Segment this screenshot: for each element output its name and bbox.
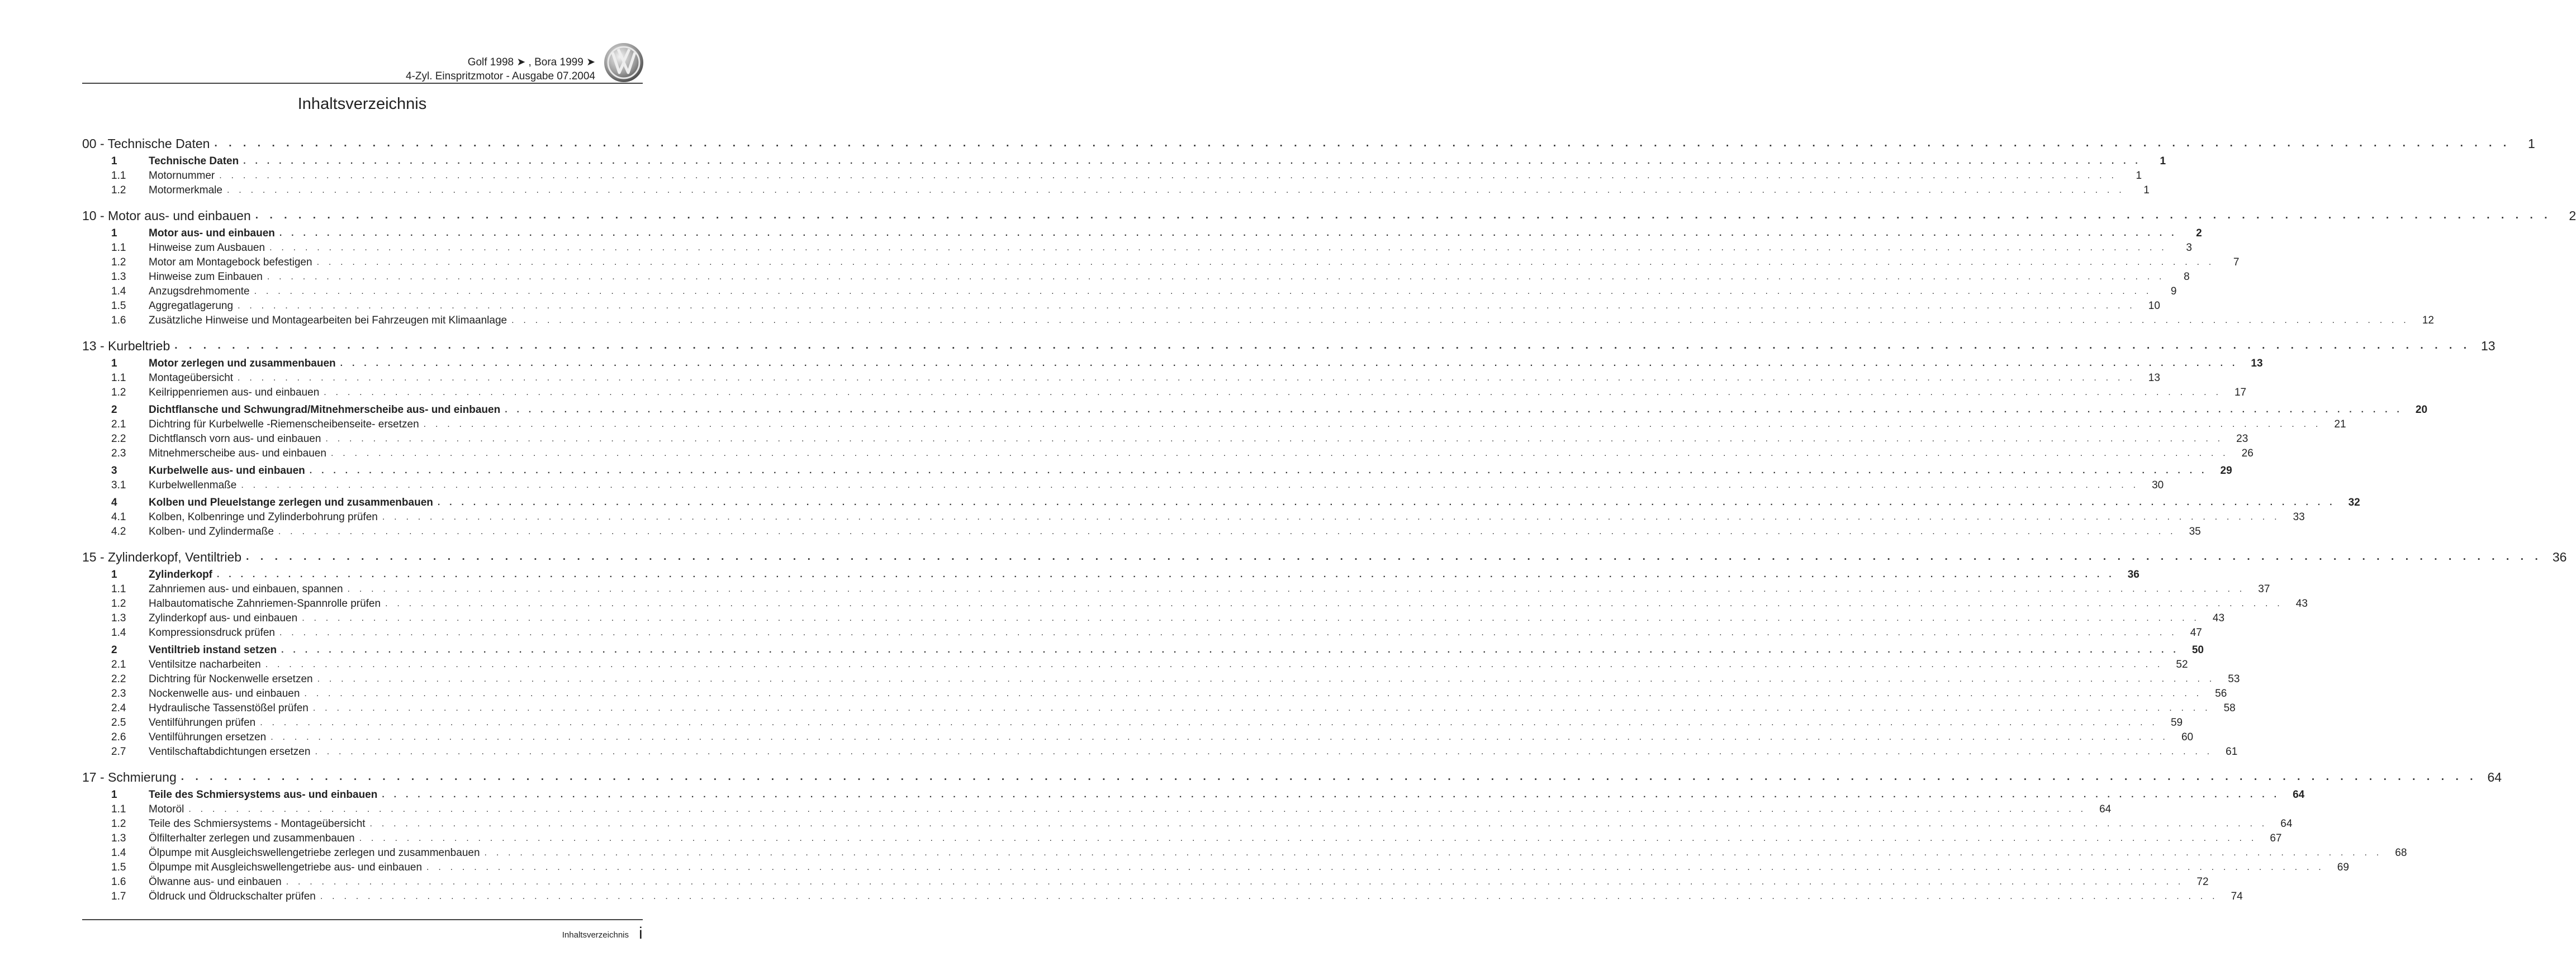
- entry-page-number: 20: [2415, 404, 2428, 416]
- dot-leader: . . . . . . . . . . . . . . . . . . . . . . . . . . . . . . . . . . . . . . . . . . . . . . . . . . . . . . . . . . . . . . . . . . . . . . . . . . . . . . . . . . . . . . . . . . . . . . . . . . . . . . . . . . . . . . . . . . . . . . . . . . . . . . . . . . . . . . . . . . . . . . . . . . . . . . . . . . . . . . . .: [369, 819, 2268, 829]
- vw-logo-icon: [604, 42, 644, 83]
- toc-entry[interactable]: [82, 716, 2183, 730]
- entry-page-number: 52: [2176, 659, 2188, 670]
- entry-page-number: 21: [2334, 418, 2346, 430]
- entry-page-number: 64: [2293, 789, 2305, 801]
- dot-leader: . . . . . . . . . . . . . . . . . . . . . . . . . . . . . . . . . . . . . . . . . . . . . . . . . . . . . . . . . . . . . . . . . . . . . . . . . . . . . . . . . . . . . . . . . . . . . . . . . . . . . . . . . . . . . . . . . . . . . . . . . . . . . . . . . . . . . . . . . . . . . . . . . . . . . . . . . . . . . . . .: [265, 660, 2164, 669]
- dot-leader: . . . . . . . . . . . . . . . . . . . . . . . . . . . . . . . . . . . . . . . . . . . . . . . . . . . . . . . . . . . . . . . . . . . . . . . . . . . . . . . . . . . . . . . . . . . . . . . . . . . . . . . . . . . . . . . . . . . . . . . . . . . . . . . . . . . . . . . . . . . . . . . . . . . . . . . . . . . . . . . .: [241, 481, 2139, 490]
- toc-entry[interactable]: [82, 672, 2240, 687]
- entry-page-number: 68: [2395, 847, 2407, 859]
- dot-leader: . . . . . . . . . . . . . . . . . . . . . . . . . . . . . . . . . . . . . . . . . . . . . . . . . . . . . . . . . . . . . . . . . . . . . . . . . . . . . . . . . . . . . . . . . . . . . . . . . . . . . . . . . . . . . . . . . . . . . . . . . . . . . . . . . . . . . . . . . . . . . . . . . . . . . . . . . . . . . . . .: [330, 449, 2229, 458]
- toc-entry[interactable]: [82, 255, 2240, 270]
- dot-leader: . . . . . . . . . . . . . . . . . . . . . . . . . . . . . . . . . . . . . . . . . . . . . . . . . . . . . . . . . . . . . . . . . . . . . . . . . . . . . . . . . . . . . . . . . . . . . . . . . . . . . . . . . . . . . . . . . . . . . . . . . . . . . . . . . . . . . . . . . . . . . . . . . . . . . . . . . . . . . . . .: [385, 599, 2283, 608]
- dot-leader: . . . . . . . . . . . . . . . . . . . . . . . . . . . . . . . . . . . . . . . . . . . . . . . . . . . . . . . . . . . . . . . . . . . . . . . . . . . . . . . . . . . . . . . . . . . . . . . . . . . . . . . . . . . . . . . . . . . . . . . . . . . . . . . . . . . . . . . . . . . . . . . . . . . . . . . . . . . . . . . .: [181, 771, 2478, 783]
- entry-title: Kurbelwellenmaße: [149, 479, 237, 491]
- entry-title: Ölpumpe mit Ausgleichswellengetriebe aus- und einbauen: [149, 862, 423, 873]
- entry-number: 1.3: [111, 271, 126, 283]
- section-title: 13 - Kurbeltrieb: [82, 338, 170, 353]
- section-page-number: 13: [2481, 338, 2496, 353]
- dot-leader: . . . . . . . . . . . . . . . . . . . . . . . . . . . . . . . . . . . . . . . . . . . . . . . . . . . . . . . . . . . . . . . . . . . . . . . . . . . . . . . . . . . . . . . . . . . . . . . . . . . . . . . . . . . . . . . . . . . . . . . . . . . . . . . . . . . . . . . . . . . . . . . . . . . . . . . . . . . . . . . .: [325, 434, 2224, 444]
- dot-leader: . . . . . . . . . . . . . . . . . . . . . . . . . . . . . . . . . . . . . . . . . . . . . . . . . . . . . . . . . . . . . . . . . . . . . . . . . . . . . . . . . . . . . . . . . . . . . . . . . . . . . . . . . . . . . . . . . . . . . . . . . . . . . . . . . . . . . . . . . . . . . . . . . . . . . . . . . . . . . . . .: [226, 185, 2125, 195]
- entry-title: Ölpumpe mit Ausgleichswellengetriebe zerlegen und zusammenbauen: [149, 847, 480, 859]
- dot-leader: . . . . . . . . . . . . . . . . . . . . . . . . . . . . . . . . . . . . . . . . . . . . . . . . . . . . . . . . . . . . . . . . . . . . . . . . . . . . . . . . . . . . . . . . . . . . . . . . . . . . . . . . . . . . . . . . . . . . . . . . . . . . . . . . . . . . . . . . . . . . . . . . . . . . . . . . . . . . . . . .: [309, 466, 2208, 475]
- entry-number: 1.3: [111, 832, 126, 844]
- toc-entry[interactable]: [82, 860, 2349, 875]
- table-of-contents: [82, 135, 2576, 904]
- entry-title: Halbautomatische Zahnriemen-Spannrolle prüfen: [149, 598, 381, 610]
- section-page-number: 1: [2528, 136, 2535, 151]
- entry-number: 1.2: [111, 256, 126, 268]
- entry-page-number: 37: [2258, 583, 2270, 595]
- toc-entry[interactable]: [82, 226, 2202, 241]
- toc-entry[interactable]: [82, 658, 2188, 672]
- dot-leader: . . . . . . . . . . . . . . . . . . . . . . . . . . . . . . . . . . . . . . . . . . . . . . . . . . . . . . . . . . . . . . . . . . . . . . . . . . . . . . . . . . . . . . . . . . . . . . . . . . . . . . . . . . . . . . . . . . . . . . . . . . . . . . . . . . . . . . . . . . . . . . . . . . . . . . . . . . . . . . . .: [174, 340, 2471, 351]
- dot-leader: . . . . . . . . . . . . . . . . . . . . . . . . . . . . . . . . . . . . . . . . . . . . . . . . . . . . . . . . . . . . . . . . . . . . . . . . . . . . . . . . . . . . . . . . . . . . . . . . . . . . . . . . . . . . . . . . . . . . . . . . . . . . . . . . . . . . . . . . . . . . . . . . . . . . . . . . . . . . . . . .: [347, 584, 2246, 594]
- dot-leader: . . . . . . . . . . . . . . . . . . . . . . . . . . . . . . . . . . . . . . . . . . . . . . . . . . . . . . . . . . . . . . . . . . . . . . . . . . . . . . . . . . . . . . . . . . . . . . . . . . . . . . . . . . . . . . . . . . . . . . . . . . . . . . . . . . . . . . . . . . . . . . . . . . . . . . . . . . . . . . . .: [317, 674, 2216, 684]
- entry-number: 1: [111, 569, 117, 581]
- entry-number: 1: [111, 227, 117, 239]
- entry-title: Keilrippenriemen aus- und einbauen: [149, 387, 320, 398]
- toc-entry[interactable]: [82, 386, 2247, 400]
- entry-number: 4: [111, 497, 117, 508]
- toc-entry[interactable]: [82, 432, 2248, 446]
- entry-title: Ventiltrieb instand setzen: [149, 644, 277, 656]
- entry-page-number: 10: [2148, 300, 2160, 312]
- entry-number: 2.7: [111, 746, 126, 758]
- dot-leader: . . . . . . . . . . . . . . . . . . . . . . . . . . . . . . . . . . . . . . . . . . . . . . . . . . . . . . . . . . . . . . . . . . . . . . . . . . . . . . . . . . . . . . . . . . . . . . . . . . . . . . . . . . . . . . . . . . . . . . . . . . . . . . . . . . . . . . . . . . . . . . . . . . . . . . . . . . . . . . . .: [269, 243, 2167, 253]
- entry-number: 2.6: [111, 731, 126, 743]
- toc-entry[interactable]: [82, 417, 2346, 432]
- dot-leader: . . . . . . . . . . . . . . . . . . . . . . . . . . . . . . . . . . . . . . . . . . . . . . . . . . . . . . . . . . . . . . . . . . . . . . . . . . . . . . . . . . . . . . . . . . . . . . . . . . . . . . . . . . . . . . . . . . . . . . . . . . . . . . . . . . . . . . . . . . . . . . . . . . . . . . . . . . . . . . . .: [316, 258, 2215, 267]
- entry-number: 1.1: [111, 372, 126, 384]
- toc-entry[interactable]: [82, 745, 2238, 759]
- toc-entry[interactable]: [82, 356, 2263, 371]
- section-title: 15 - Zylinderkopf, Ventiltrieb: [82, 549, 242, 564]
- entry-number: 1: [111, 155, 117, 167]
- entry-page-number: 67: [2270, 832, 2282, 844]
- entry-number: 1.6: [111, 315, 126, 326]
- entry-number: 1.4: [111, 286, 126, 297]
- dot-leader: . . . . . . . . . . . . . . . . . . . . . . . . . . . . . . . . . . . . . . . . . . . . . . . . . . . . . . . . . . . . . . . . . . . . . . . . . . . . . . . . . . . . . . . . . . . . . . . . . . . . . . . . . . . . . . . . . . . . . . . . . . . . . . . . . . . . . . . . . . . . . . . . . . . . . . . . . . . . . . . .: [271, 732, 2169, 742]
- entry-number: 1.4: [111, 627, 126, 639]
- dot-leader: . . . . . . . . . . . . . . . . . . . . . . . . . . . . . . . . . . . . . . . . . . . . . . . . . . . . . . . . . . . . . . . . . . . . . . . . . . . . . . . . . . . . . . . . . . . . . . . . . . . . . . . . . . . . . . . . . . . . . . . . . . . . . . . . . . . . . . . . . . . . . . . . . . . . . . . . . . . . . . . .: [214, 137, 2511, 149]
- dot-leader: . . . . . . . . . . . . . . . . . . . . . . . . . . . . . . . . . . . . . . . . . . . . . . . . . . . . . . . . . . . . . . . . . . . . . . . . . . . . . . . . . . . . . . . . . . . . . . . . . . . . . . . . . . . . . . . . . . . . . . . . . . . . . . . . . . . . . . . . . . . . . . . . . . . . . . . . . . . . . . . .: [238, 373, 2136, 383]
- entry-page-number: 29: [2220, 465, 2232, 477]
- entry-title: Motor am Montagebock befestigen: [149, 256, 312, 268]
- toc-entry[interactable]: [82, 889, 2243, 904]
- entry-title: Kolben, Kolbenringe und Zylinderbohrung prüfen: [149, 511, 378, 523]
- entry-number: 2.5: [111, 717, 126, 729]
- dot-leader: . . . . . . . . . . . . . . . . . . . . . . . . . . . . . . . . . . . . . . . . . . . . . . . . . . . . . . . . . . . . . . . . . . . . . . . . . . . . . . . . . . . . . . . . . . . . . . . . . . . . . . . . . . . . . . . . . . . . . . . . . . . . . . . . . . . . . . . . . . . . . . . . . . . . . . . . . . . . . . . .: [437, 498, 2336, 507]
- toc-section-heading[interactable]: [82, 768, 2502, 786]
- section-title: 00 - Technische Daten: [82, 136, 210, 151]
- toc-entry[interactable]: [82, 403, 2428, 417]
- dot-leader: . . . . . . . . . . . . . . . . . . . . . . . . . . . . . . . . . . . . . . . . . . . . . . . . . . . . . . . . . . . . . . . . . . . . . . . . . . . . . . . . . . . . . . . . . . . . . . . . . . . . . . . . . . . . . . . . . . . . . . . . . . . . . . . . . . . . . . . . . . . . . . . . . . . . . . . . . . . . . . . .: [511, 316, 2409, 325]
- toc-entry[interactable]: [82, 643, 2204, 658]
- entry-page-number: 2: [2196, 227, 2202, 239]
- toc-entry[interactable]: [82, 371, 2160, 386]
- entry-title: Motornummer: [149, 170, 215, 182]
- dot-leader: . . . . . . . . . . . . . . . . . . . . . . . . . . . . . . . . . . . . . . . . . . . . . . . . . . . . . . . . . . . . . . . . . . . . . . . . . . . . . . . . . . . . . . . . . . . . . . . . . . . . . . . . . . . . . . . . . . . . . . . . . . . . . . . . . . . . . . . . . . . . . . . . . . . . . . . . . . . . . . . .: [312, 703, 2211, 713]
- entry-title: Kolben- und Zylindermaße: [149, 526, 274, 537]
- dot-leader: . . . . . . . . . . . . . . . . . . . . . . . . . . . . . . . . . . . . . . . . . . . . . . . . . . . . . . . . . . . . . . . . . . . . . . . . . . . . . . . . . . . . . . . . . . . . . . . . . . . . . . . . . . . . . . . . . . . . . . . . . . . . . . . . . . . . . . . . . . . . . . . . . . . . . . . . . . . . . . . .: [382, 790, 2280, 800]
- entry-page-number: 7: [2233, 256, 2240, 268]
- entry-page-number: 3: [2186, 242, 2192, 254]
- entry-title: Ventilsitze nacharbeiten: [149, 659, 261, 670]
- entry-page-number: 50: [2191, 644, 2204, 656]
- entry-number: 1.7: [111, 891, 126, 902]
- toc-section-heading[interactable]: [82, 548, 2567, 566]
- entry-number: 1.5: [111, 862, 126, 873]
- entry-page-number: 43: [2295, 598, 2308, 610]
- entry-page-number: 1: [2136, 170, 2142, 182]
- toc-entry[interactable]: [82, 788, 2305, 802]
- entry-title: Zusätzliche Hinweise und Montagearbeiten bei Fahrzeugen mit Klimaanlage: [149, 315, 507, 326]
- entry-page-number: 12: [2422, 315, 2434, 326]
- toc-entry[interactable]: [82, 510, 2305, 525]
- footer-page-number: i: [639, 924, 643, 943]
- entry-page-number: 43: [2212, 612, 2225, 624]
- entry-page-number: 32: [2348, 497, 2360, 508]
- entry-number: 1.1: [111, 803, 126, 815]
- dot-leader: . . . . . . . . . . . . . . . . . . . . . . . . . . . . . . . . . . . . . . . . . . . . . . . . . . . . . . . . . . . . . . . . . . . . . . . . . . . . . . . . . . . . . . . . . . . . . . . . . . . . . . . . . . . . . . . . . . . . . . . . . . . . . . . . . . . . . . . . . . . . . . . . . . . . . . . . . . . . . . . .: [279, 229, 2177, 238]
- entry-page-number: 61: [2226, 746, 2238, 758]
- entry-page-number: 53: [2228, 673, 2240, 685]
- entry-number: 2.1: [111, 659, 126, 670]
- toc-entry[interactable]: [82, 582, 2270, 597]
- entry-number: 2.2: [111, 433, 126, 445]
- toc-entry[interactable]: [82, 270, 2190, 284]
- toc-entry[interactable]: [82, 875, 2209, 889]
- toc-entry[interactable]: [82, 478, 2164, 493]
- toc-entry[interactable]: [82, 154, 2166, 169]
- dot-leader: . . . . . . . . . . . . . . . . . . . . . . . . . . . . . . . . . . . . . . . . . . . . . . . . . . . . . . . . . . . . . . . . . . . . . . . . . . . . . . . . . . . . . . . . . . . . . . . . . . . . . . . . . . . . . . . . . . . . . . . . . . . . . . . . . . . . . . . . . . . . . . . . . . . . . . . . . . . . . . . .: [254, 287, 2152, 296]
- toc-entry[interactable]: [82, 446, 2254, 461]
- toc-entry[interactable]: [82, 183, 2150, 198]
- entry-title: Montageübersicht: [149, 372, 234, 384]
- dot-leader: . . . . . . . . . . . . . . . . . . . . . . . . . . . . . . . . . . . . . . . . . . . . . . . . . . . . . . . . . . . . . . . . . . . . . . . . . . . . . . . . . . . . . . . . . . . . . . . . . . . . . . . . . . . . . . . . . . . . . . . . . . . . . . . . . . . . . . . . . . . . . . . . . . . . . . . . . . . . . . . .: [382, 512, 2280, 522]
- entry-number: 2.4: [111, 702, 126, 714]
- entry-title: Dichtflansche und Schwungrad/Mitnehmerscheibe aus- und einbauen: [149, 404, 501, 416]
- entry-page-number: 56: [2215, 688, 2227, 700]
- entry-page-number: 64: [2099, 803, 2112, 815]
- toc-entry[interactable]: [82, 313, 2434, 328]
- entry-title: Zylinderkopf: [149, 569, 213, 581]
- entry-number: 4.1: [111, 511, 126, 523]
- entry-page-number: 59: [2170, 717, 2183, 729]
- dot-leader: . . . . . . . . . . . . . . . . . . . . . . . . . . . . . . . . . . . . . . . . . . . . . . . . . . . . . . . . . . . . . . . . . . . . . . . . . . . . . . . . . . . . . . . . . . . . . . . . . . . . . . . . . . . . . . . . . . . . . . . . . . . . . . . . . . . . . . . . . . . . . . . . . . . . . . . . . . . . . . . .: [260, 718, 2158, 727]
- entry-page-number: 64: [2280, 818, 2293, 830]
- entry-title: Zylinderkopf aus- und einbauen: [149, 612, 298, 624]
- entry-page-number: 23: [2236, 433, 2248, 445]
- entry-title: Anzugsdrehmomente: [149, 286, 250, 297]
- entry-title: Teile des Schmiersystems - Montageübersicht: [149, 818, 366, 830]
- entry-page-number: 9: [2170, 286, 2177, 297]
- toc-entry[interactable]: [82, 626, 2202, 640]
- entry-number: 1.1: [111, 242, 126, 254]
- toc-entry[interactable]: [82, 831, 2282, 846]
- entry-title: Ölwanne aus- und einbauen: [149, 876, 282, 888]
- section-page-number: 2: [2569, 208, 2576, 223]
- entry-number: 2: [111, 404, 117, 416]
- entry-number: 1.4: [111, 847, 126, 859]
- entry-title: Ölfilterhalter zerlegen und zusammenbauen: [149, 832, 355, 844]
- entry-title: Dichtring für Kurbelwelle -Riemenscheibenseite- ersetzen: [149, 418, 419, 430]
- entry-title: Motor zerlegen und zusammenbauen: [149, 358, 336, 369]
- entry-title: Dichtflansch vorn aus- und einbauen: [149, 433, 321, 445]
- entry-number: 1.2: [111, 818, 126, 830]
- section-title: 17 - Schmierung: [82, 769, 177, 784]
- page-title: Inhaltsverzeichnis: [297, 95, 427, 113]
- entry-title: Hinweise zum Ausbauen: [149, 242, 265, 254]
- dot-leader: . . . . . . . . . . . . . . . . . . . . . . . . . . . . . . . . . . . . . . . . . . . . . . . . . . . . . . . . . . . . . . . . . . . . . . . . . . . . . . . . . . . . . . . . . . . . . . . . . . . . . . . . . . . . . . . . . . . . . . . . . . . . . . . . . . . . . . . . . . . . . . . . . . . . . . . . . . . . . . . .: [484, 848, 2383, 858]
- entry-page-number: 30: [2152, 479, 2164, 491]
- toc-entry[interactable]: [82, 687, 2227, 701]
- entry-number: 1: [111, 789, 117, 801]
- footer-label: Inhaltsverzeichnis: [562, 930, 629, 940]
- dot-leader: . . . . . . . . . . . . . . . . . . . . . . . . . . . . . . . . . . . . . . . . . . . . . . . . . . . . . . . . . . . . . . . . . . . . . . . . . . . . . . . . . . . . . . . . . . . . . . . . . . . . . . . . . . . . . . . . . . . . . . . . . . . . . . . . . . . . . . . . . . . . . . . . . . . . . . . . . . . . . . . .: [286, 877, 2184, 887]
- dot-leader: . . . . . . . . . . . . . . . . . . . . . . . . . . . . . . . . . . . . . . . . . . . . . . . . . . . . . . . . . . . . . . . . . . . . . . . . . . . . . . . . . . . . . . . . . . . . . . . . . . . . . . . . . . . . . . . . . . . . . . . . . . . . . . . . . . . . . . . . . . . . . . . . . . . . . . . . . . . . . . . .: [246, 551, 2542, 563]
- dot-leader: . . . . . . . . . . . . . . . . . . . . . . . . . . . . . . . . . . . . . . . . . . . . . . . . . . . . . . . . . . . . . . . . . . . . . . . . . . . . . . . . . . . . . . . . . . . . . . . . . . . . . . . . . . . . . . . . . . . . . . . . . . . . . . . . . . . . . . . . . . . . . . . . . . . . . . . . . . . . . . . .: [423, 420, 2322, 429]
- entry-number: 1.2: [111, 184, 126, 196]
- entry-number: 2.2: [111, 673, 126, 685]
- toc-section-heading[interactable]: [82, 207, 2576, 225]
- dot-leader: . . . . . . . . . . . . . . . . . . . . . . . . . . . . . . . . . . . . . . . . . . . . . . . . . . . . . . . . . . . . . . . . . . . . . . . . . . . . . . . . . . . . . . . . . . . . . . . . . . . . . . . . . . . . . . . . . . . . . . . . . . . . . . . . . . . . . . . . . . . . . . . . . . . . . . . . . . . . . . . .: [320, 892, 2218, 901]
- entry-title: Ventilführungen prüfen: [149, 717, 256, 729]
- dot-leader: . . . . . . . . . . . . . . . . . . . . . . . . . . . . . . . . . . . . . . . . . . . . . . . . . . . . . . . . . . . . . . . . . . . . . . . . . . . . . . . . . . . . . . . . . . . . . . . . . . . . . . . . . . . . . . . . . . . . . . . . . . . . . . . . . . . . . . . . . . . . . . . . . . . . . . . . . . . . . . . .: [279, 628, 2177, 638]
- toc-entry[interactable]: [82, 846, 2407, 860]
- entry-page-number: 17: [2234, 387, 2247, 398]
- entry-page-number: 33: [2293, 511, 2305, 523]
- entry-title: Motormerkmale: [149, 184, 222, 196]
- toc-entry[interactable]: [82, 701, 2236, 716]
- toc-section-heading[interactable]: [82, 337, 2496, 355]
- entry-page-number: 13: [2251, 358, 2263, 369]
- header-model-line: Golf 1998 ➤ , Bora 1999 ➤: [467, 56, 595, 68]
- entry-title: Ventilführungen ersetzen: [149, 731, 267, 743]
- entry-number: 4.2: [111, 526, 126, 537]
- toc-entry[interactable]: [82, 817, 2293, 831]
- section-page-number: 36: [2552, 549, 2567, 564]
- section-title: 10 - Motor aus- und einbauen: [82, 208, 251, 223]
- entry-number: 1.6: [111, 876, 126, 888]
- entry-page-number: 69: [2337, 862, 2349, 873]
- entry-title: Kompressionsdruck prüfen: [149, 627, 275, 639]
- entry-title: Motoröl: [149, 803, 184, 815]
- entry-number: 1.2: [111, 387, 126, 398]
- entry-title: Kurbelwelle aus- und einbauen: [149, 465, 305, 477]
- entry-title: Ventilschaftabdichtungen ersetzen: [149, 746, 311, 758]
- entry-number: 3: [111, 465, 117, 477]
- footer-divider: [82, 919, 643, 920]
- entry-number: 1.5: [111, 300, 126, 312]
- entry-title: Kolben und Pleuelstange zerlegen und zusammenbauen: [149, 497, 433, 508]
- entry-page-number: 1: [2160, 155, 2166, 167]
- entry-page-number: 8: [2184, 271, 2190, 283]
- entry-title: Motor aus- und einbauen: [149, 227, 275, 239]
- entry-title: Mitnehmerscheibe aus- und einbauen: [149, 448, 326, 459]
- dot-leader: . . . . . . . . . . . . . . . . . . . . . . . . . . . . . . . . . . . . . . . . . . . . . . . . . . . . . . . . . . . . . . . . . . . . . . . . . . . . . . . . . . . . . . . . . . . . . . . . . . . . . . . . . . . . . . . . . . . . . . . . . . . . . . . . . . . . . . . . . . . . . . . . . . . . . . . . . . . . . . . .: [302, 613, 2200, 623]
- dot-leader: . . . . . . . . . . . . . . . . . . . . . . . . . . . . . . . . . . . . . . . . . . . . . . . . . . . . . . . . . . . . . . . . . . . . . . . . . . . . . . . . . . . . . . . . . . . . . . . . . . . . . . . . . . . . . . . . . . . . . . . . . . . . . . . . . . . . . . . . . . . . . . . . . . . . . . . . . . . . . . . .: [267, 272, 2165, 282]
- entry-title: Aggregatlagerung: [149, 300, 234, 312]
- toc-entry[interactable]: [82, 802, 2112, 817]
- entry-page-number: 35: [2189, 526, 2201, 537]
- section-page-number: 64: [2487, 769, 2502, 784]
- entry-title: Hinweise zum Einbauen: [149, 271, 263, 283]
- toc-entry[interactable]: [82, 730, 2194, 745]
- entry-title: Technische Daten: [149, 155, 239, 167]
- entry-title: Zahnriemen aus- und einbauen, spannen: [149, 583, 343, 595]
- toc-entry[interactable]: [82, 464, 2232, 478]
- toc-entry[interactable]: [82, 597, 2308, 611]
- toc-entry[interactable]: [82, 241, 2192, 255]
- toc-entry[interactable]: [82, 299, 2160, 313]
- dot-leader: . . . . . . . . . . . . . . . . . . . . . . . . . . . . . . . . . . . . . . . . . . . . . . . . . . . . . . . . . . . . . . . . . . . . . . . . . . . . . . . . . . . . . . . . . . . . . . . . . . . . . . . . . . . . . . . . . . . . . . . . . . . . . . . . . . . . . . . . . . . . . . . . . . . . . . . . . . . . . . . .: [304, 689, 2203, 698]
- entry-number: 1.2: [111, 598, 126, 610]
- dot-leader: . . . . . . . . . . . . . . . . . . . . . . . . . . . . . . . . . . . . . . . . . . . . . . . . . . . . . . . . . . . . . . . . . . . . . . . . . . . . . . . . . . . . . . . . . . . . . . . . . . . . . . . . . . . . . . . . . . . . . . . . . . . . . . . . . . . . . . . . . . . . . . . . . . . . . . . . . . . . . . . .: [188, 805, 2087, 814]
- entry-title: Dichtring für Nockenwelle ersetzen: [149, 673, 313, 685]
- entry-number: 2.1: [111, 418, 126, 430]
- entry-title: Öldruck und Öldruckschalter prüfen: [149, 891, 316, 902]
- toc-entry[interactable]: [82, 525, 2201, 539]
- dot-leader: . . . . . . . . . . . . . . . . . . . . . . . . . . . . . . . . . . . . . . . . . . . . . . . . . . . . . . . . . . . . . . . . . . . . . . . . . . . . . . . . . . . . . . . . . . . . . . . . . . . . . . . . . . . . . . . . . . . . . . . . . . . . . . . . . . . . . . . . . . . . . . . . . . . . . . . . . . . . . . . .: [219, 171, 2118, 180]
- toc-entry[interactable]: [82, 611, 2225, 626]
- entry-page-number: 1: [2143, 184, 2150, 196]
- dot-leader: . . . . . . . . . . . . . . . . . . . . . . . . . . . . . . . . . . . . . . . . . . . . . . . . . . . . . . . . . . . . . . . . . . . . . . . . . . . . . . . . . . . . . . . . . . . . . . . . . . . . . . . . . . . . . . . . . . . . . . . . . . . . . . . . . . . . . . . . . . . . . . . . . . . . . . . . . . . . . . . .: [217, 570, 2115, 579]
- entry-title: Nockenwelle aus- und einbauen: [149, 688, 300, 700]
- entry-number: 1: [111, 358, 117, 369]
- dot-leader: . . . . . . . . . . . . . . . . . . . . . . . . . . . . . . . . . . . . . . . . . . . . . . . . . . . . . . . . . . . . . . . . . . . . . . . . . . . . . . . . . . . . . . . . . . . . . . . . . . . . . . . . . . . . . . . . . . . . . . . . . . . . . . . . . . . . . . . . . . . . . . . . . . . . . . . . . . . . . . . .: [255, 210, 2552, 221]
- dot-leader: . . . . . . . . . . . . . . . . . . . . . . . . . . . . . . . . . . . . . . . . . . . . . . . . . . . . . . . . . . . . . . . . . . . . . . . . . . . . . . . . . . . . . . . . . . . . . . . . . . . . . . . . . . . . . . . . . . . . . . . . . . . . . . . . . . . . . . . . . . . . . . . . . . . . . . . . . . . . . . . .: [278, 527, 2176, 536]
- entry-number: 1.1: [111, 583, 126, 595]
- entry-page-number: 13: [2148, 372, 2160, 384]
- dot-leader: . . . . . . . . . . . . . . . . . . . . . . . . . . . . . . . . . . . . . . . . . . . . . . . . . . . . . . . . . . . . . . . . . . . . . . . . . . . . . . . . . . . . . . . . . . . . . . . . . . . . . . . . . . . . . . . . . . . . . . . . . . . . . . . . . . . . . . . . . . . . . . . . . . . . . . . . . . . . . . . .: [426, 863, 2324, 872]
- dot-leader: . . . . . . . . . . . . . . . . . . . . . . . . . . . . . . . . . . . . . . . . . . . . . . . . . . . . . . . . . . . . . . . . . . . . . . . . . . . . . . . . . . . . . . . . . . . . . . . . . . . . . . . . . . . . . . . . . . . . . . . . . . . . . . . . . . . . . . . . . . . . . . . . . . . . . . . . . . . . . . . .: [324, 388, 2222, 397]
- header-divider: [82, 83, 643, 84]
- entry-number: 3.1: [111, 479, 126, 491]
- entry-page-number: 58: [2223, 702, 2236, 714]
- entry-number: 2.3: [111, 448, 126, 459]
- entry-title: Teile des Schmiersystems aus- und einbauen: [149, 789, 378, 801]
- dot-leader: . . . . . . . . . . . . . . . . . . . . . . . . . . . . . . . . . . . . . . . . . . . . . . . . . . . . . . . . . . . . . . . . . . . . . . . . . . . . . . . . . . . . . . . . . . . . . . . . . . . . . . . . . . . . . . . . . . . . . . . . . . . . . . . . . . . . . . . . . . . . . . . . . . . . . . . . . . . . . . . .: [359, 834, 2257, 843]
- entry-page-number: 26: [2241, 448, 2254, 459]
- entry-page-number: 47: [2190, 627, 2202, 639]
- entry-page-number: 72: [2197, 876, 2209, 888]
- dot-leader: . . . . . . . . . . . . . . . . . . . . . . . . . . . . . . . . . . . . . . . . . . . . . . . . . . . . . . . . . . . . . . . . . . . . . . . . . . . . . . . . . . . . . . . . . . . . . . . . . . . . . . . . . . . . . . . . . . . . . . . . . . . . . . . . . . . . . . . . . . . . . . . . . . . . . . . . . . . . . . . .: [281, 645, 2179, 655]
- entry-title: Hydraulische Tassenstößel prüfen: [149, 702, 309, 714]
- toc-entry[interactable]: [82, 284, 2177, 299]
- toc-entry[interactable]: [82, 496, 2360, 510]
- dot-leader: . . . . . . . . . . . . . . . . . . . . . . . . . . . . . . . . . . . . . . . . . . . . . . . . . . . . . . . . . . . . . . . . . . . . . . . . . . . . . . . . . . . . . . . . . . . . . . . . . . . . . . . . . . . . . . . . . . . . . . . . . . . . . . . . . . . . . . . . . . . . . . . . . . . . . . . . . . . . . . . .: [340, 359, 2238, 368]
- entry-page-number: 60: [2181, 731, 2194, 743]
- entry-number: 1.1: [111, 170, 126, 182]
- dot-leader: . . . . . . . . . . . . . . . . . . . . . . . . . . . . . . . . . . . . . . . . . . . . . . . . . . . . . . . . . . . . . . . . . . . . . . . . . . . . . . . . . . . . . . . . . . . . . . . . . . . . . . . . . . . . . . . . . . . . . . . . . . . . . . . . . . . . . . . . . . . . . . . . . . . . . . . . . . . . . . . .: [315, 747, 2213, 757]
- entry-number: 2.3: [111, 688, 126, 700]
- toc-entry[interactable]: [82, 568, 2139, 582]
- entry-number: 2: [111, 644, 117, 656]
- entry-page-number: 36: [2127, 569, 2139, 581]
- header-edition-line: 4-Zyl. Einspritzmotor - Ausgabe 07.2004: [405, 70, 595, 82]
- toc-section-heading[interactable]: [82, 135, 2535, 153]
- dot-leader: . . . . . . . . . . . . . . . . . . . . . . . . . . . . . . . . . . . . . . . . . . . . . . . . . . . . . . . . . . . . . . . . . . . . . . . . . . . . . . . . . . . . . . . . . . . . . . . . . . . . . . . . . . . . . . . . . . . . . . . . . . . . . . . . . . . . . . . . . . . . . . . . . . . . . . . . . . . . . . . .: [243, 156, 2142, 166]
- toc-entry[interactable]: [82, 169, 2142, 183]
- dot-leader: . . . . . . . . . . . . . . . . . . . . . . . . . . . . . . . . . . . . . . . . . . . . . . . . . . . . . . . . . . . . . . . . . . . . . . . . . . . . . . . . . . . . . . . . . . . . . . . . . . . . . . . . . . . . . . . . . . . . . . . . . . . . . . . . . . . . . . . . . . . . . . . . . . . . . . . . . . . . . . . .: [505, 405, 2403, 415]
- dot-leader: . . . . . . . . . . . . . . . . . . . . . . . . . . . . . . . . . . . . . . . . . . . . . . . . . . . . . . . . . . . . . . . . . . . . . . . . . . . . . . . . . . . . . . . . . . . . . . . . . . . . . . . . . . . . . . . . . . . . . . . . . . . . . . . . . . . . . . . . . . . . . . . . . . . . . . . . . . . . . . . .: [238, 301, 2136, 311]
- entry-page-number: 74: [2231, 891, 2243, 902]
- entry-number: 1.3: [111, 612, 126, 624]
